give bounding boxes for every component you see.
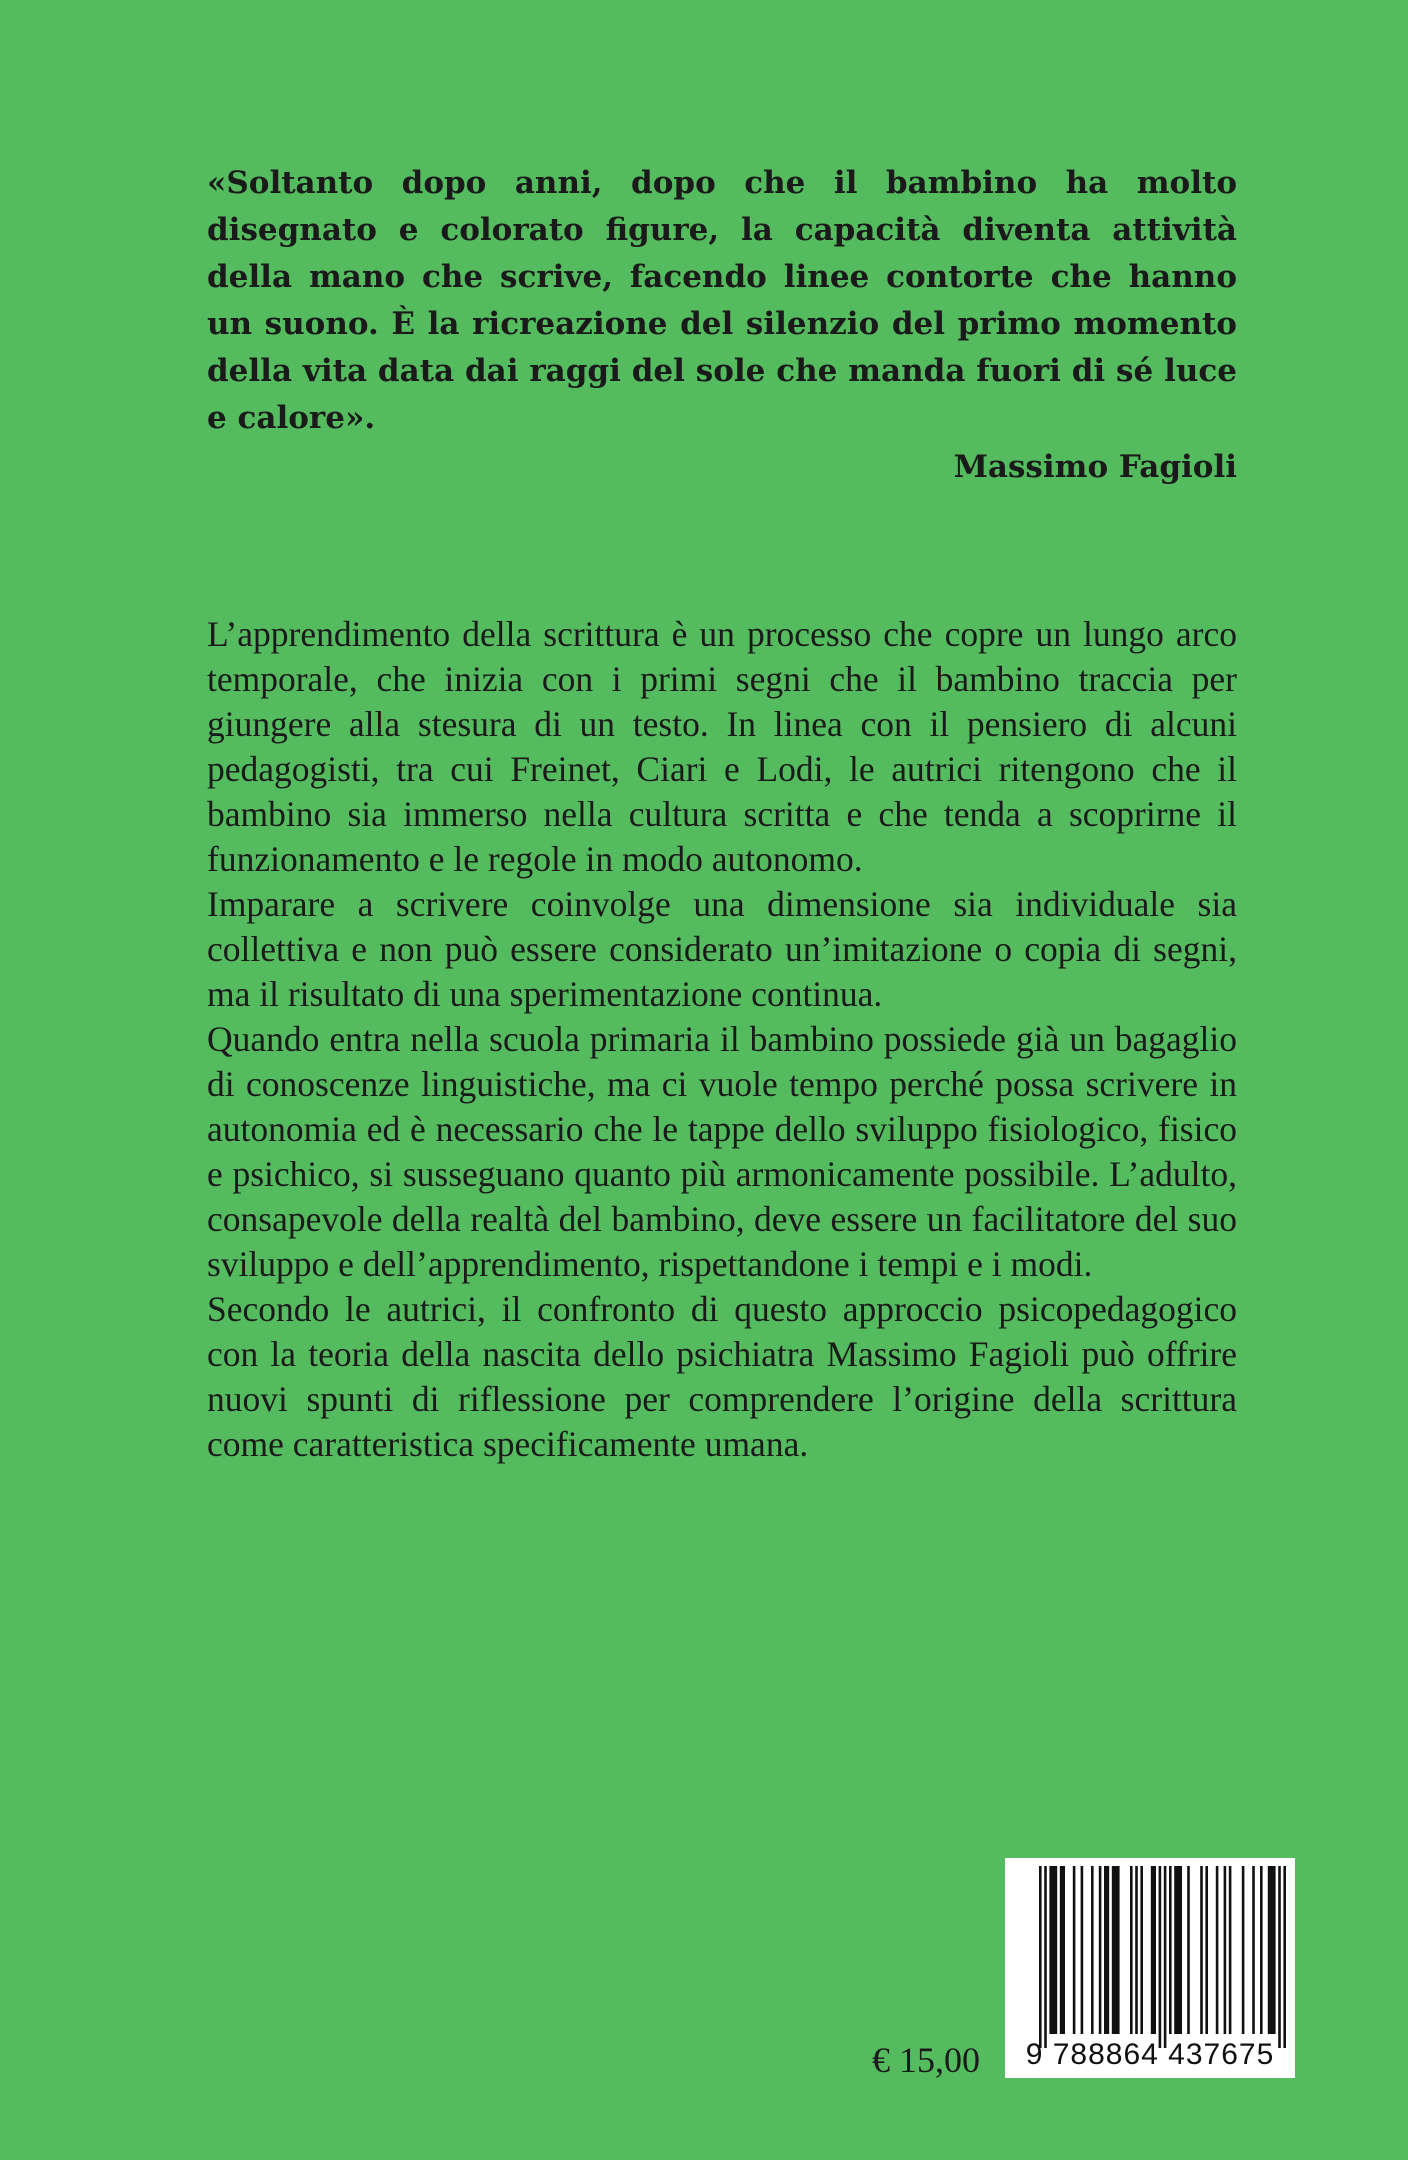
blurb-paragraph-2: Imparare a scrivere coinvolge una dimensione sia individuale sia collettiva e non può essere considerato un’imitazione o copia di segni, ma il risultato di una sperimentazione continua. xyxy=(207,884,1237,1014)
barcode-bar xyxy=(1164,1866,1167,2048)
barcode-bar xyxy=(1252,1866,1255,2034)
barcode-bar xyxy=(1073,1866,1076,2034)
barcode-bar xyxy=(1268,1866,1276,2034)
barcode-bar xyxy=(1091,1866,1094,2034)
barcode-digits: 9 788864 437675 xyxy=(1025,2038,1275,2071)
barcode-bar xyxy=(1060,1866,1065,2034)
barcode-bar xyxy=(1205,1866,1208,2034)
barcode-bar xyxy=(1200,1866,1203,2034)
blurb-paragraph-4: Secondo le autrici, il confronto di questo approccio psicopedagogico con la teoria della nascita dello psichiatra Massimo Fagioli può offrire nuovi spunti di riflessione per comprendere l’origine della scrittura come caratteristica specificamente umana. xyxy=(207,1289,1237,1464)
barcode-bar xyxy=(1216,1866,1219,2034)
quote-text: «Soltanto dopo anni, dopo che il bambino ha molto disegnato e colorato figure, la capacità diventa attività della mano che scrive, facendo linee contorte che hanno un suono. È la ricreazione del silenzio del primo momento della vita data dai raggi del sole che manda fuori di sé luce e calore». xyxy=(207,165,1237,436)
barcode-bar xyxy=(1112,1866,1120,2034)
barcode-bar xyxy=(1224,1866,1227,2034)
barcode-bar xyxy=(1081,1866,1084,2034)
barcode-bar xyxy=(1283,1866,1286,2048)
barcode-bar xyxy=(1130,1866,1133,2034)
blurb-text xyxy=(207,612,1237,1467)
blurb-paragraph-3: Quando entra nella scuola primaria il bambino possiede già un bagaglio di conoscenze linguistiche, ma ci vuole tempo perché possa scrivere in autonomia ed è necessario che le tappe dello sviluppo fisiologico, fisico e psichico, si susseguano quanto più armonicamente possibile. L’adulto, consapevole della realtà del bambino, deve essere un facilitatore del suo sviluppo e dell’apprendimento, rispettandone i tempi e i modi. xyxy=(207,1019,1237,1284)
barcode-bar xyxy=(1044,1866,1047,2048)
barcode-bar xyxy=(1229,1866,1232,2034)
barcode-bar xyxy=(1104,1866,1109,2034)
barcode-bar xyxy=(1099,1866,1102,2034)
barcode-bar xyxy=(1151,1866,1156,2034)
barcode-bar xyxy=(1039,1866,1042,2048)
barcode-bar xyxy=(1187,1866,1190,2034)
barcode-bar xyxy=(1159,1866,1162,2048)
barcode-bar xyxy=(1135,1866,1138,2034)
price-label: € 15,00 xyxy=(872,2040,980,2080)
blurb-paragraph-1: L’apprendimento della scrittura è un processo che copre un lungo arco temporale, che inizia con i primi segni che il bambino traccia per giungere alla stesura di un testo. In linea con il pensiero di alcuni pedagogisti, tra cui Freinet, Ciari e Lodi, le autrici ritengono che il bambino sia immerso nella cultura scritta e che tenda a scoprirne il funzionamento e le regole in modo autonomo. xyxy=(207,614,1237,879)
barcode-bar xyxy=(1049,1866,1057,2034)
barcode-bar xyxy=(1174,1866,1182,2034)
barcode-bar xyxy=(1169,1866,1172,2034)
barcode xyxy=(1005,1858,1295,2078)
barcode-bar xyxy=(1140,1866,1143,2034)
quote-author: Massimo Fagioli xyxy=(953,449,1237,485)
barcode-bar xyxy=(1278,1866,1281,2048)
quote-block xyxy=(207,160,1237,491)
barcode-bar xyxy=(1260,1866,1263,2034)
barcode-bar xyxy=(1242,1866,1245,2034)
